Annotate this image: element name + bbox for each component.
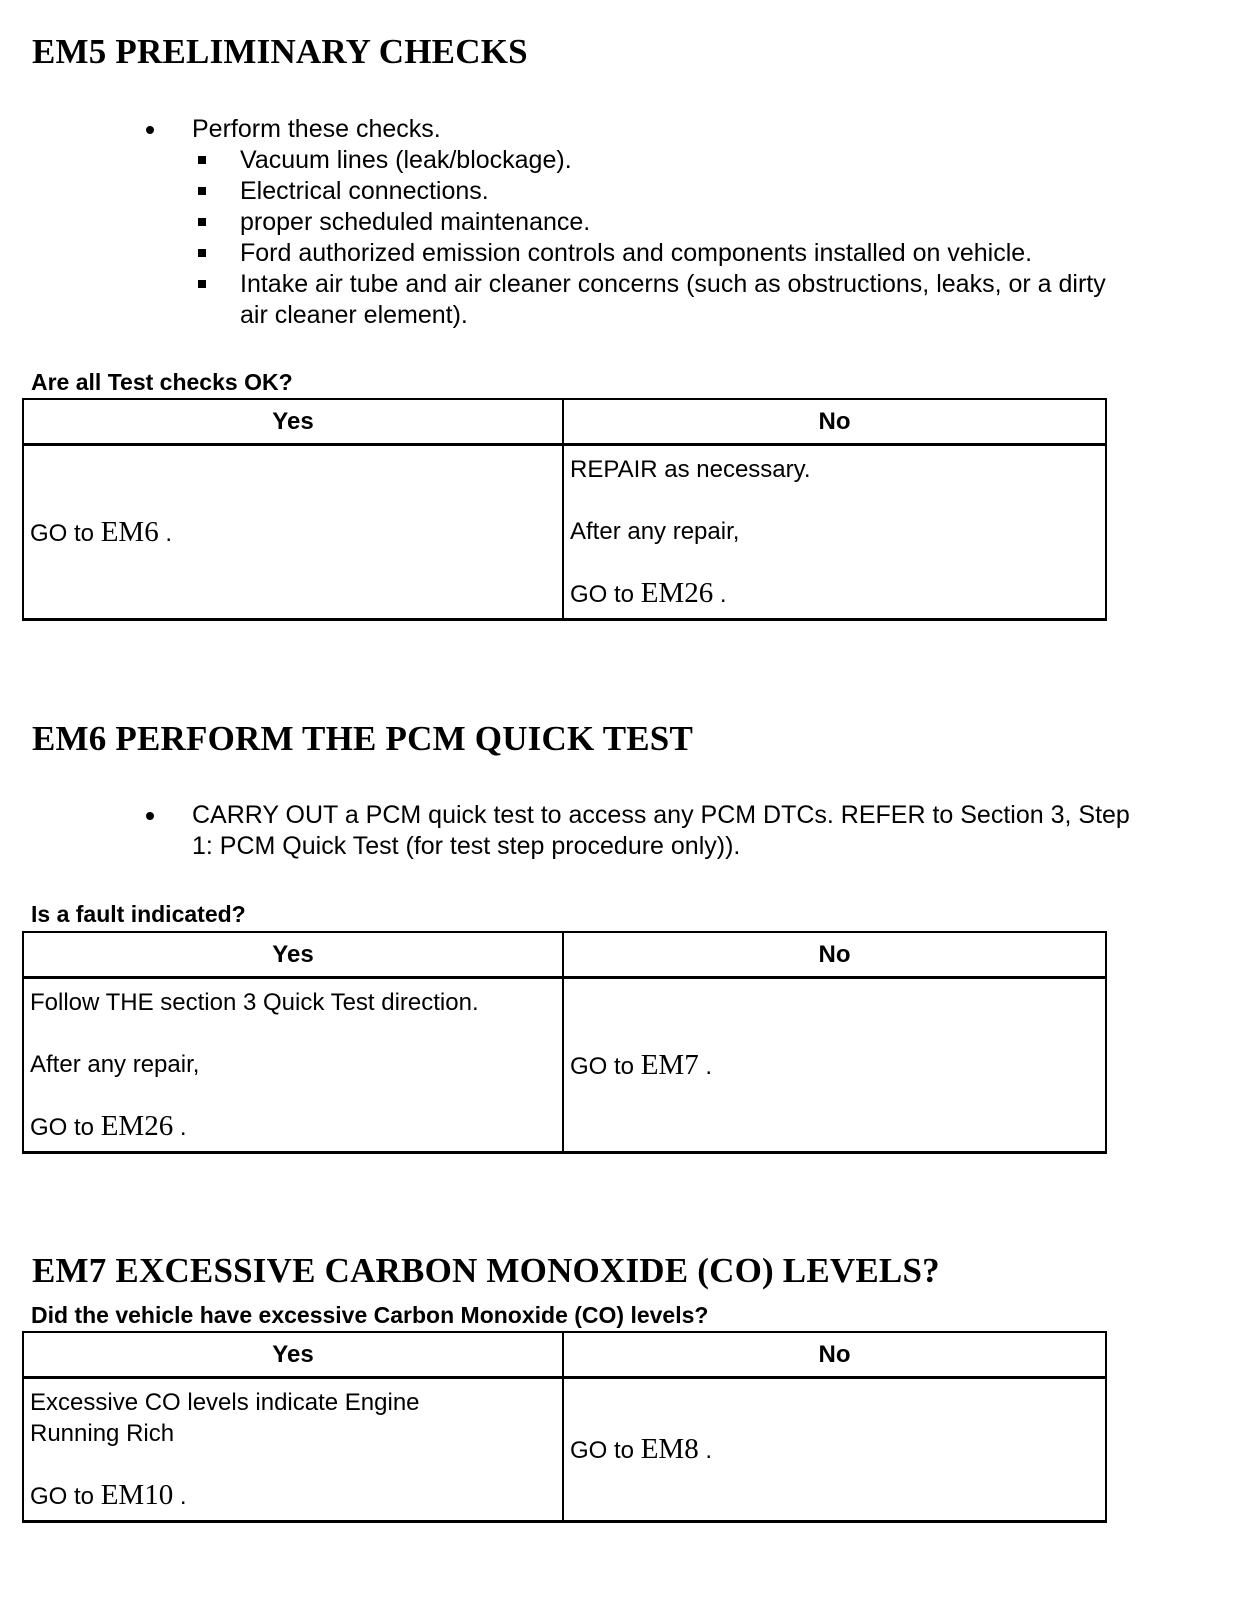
no-cell (563, 1378, 1106, 1522)
square-bullet-icon (198, 280, 206, 288)
check-text: Ford authorized emission controls and components installed on vehicle. (240, 239, 1033, 267)
yes-header: Yes (23, 932, 563, 978)
bullet-dot-icon (146, 812, 154, 820)
square-bullet-icon (198, 249, 206, 257)
goto-em7-link[interactable]: GO to EM7 . (570, 1048, 713, 1081)
check-text: Intake air tube and air cleaner concerns (such as obstructions, leaks, or a dirty air cleaner element). (240, 270, 1106, 329)
check-item (192, 238, 1120, 269)
em7-title: EM7 EXCESSIVE CARBON MONOXIDE (CO) LEVELS? (32, 1251, 940, 1290)
square-bullet-icon (198, 218, 206, 226)
goto-em6-link[interactable]: GO to EM6 . (30, 515, 173, 548)
goto-em26-link[interactable]: GO to EM26 . (570, 577, 727, 609)
after-repair-text: After any repair, (570, 518, 740, 545)
em6-bullet-list (144, 800, 1144, 862)
em6-bullet-text: CARRY OUT a PCM quick test to access any PCM DTCs. REFER to Section 3, Step 1: PCM Quick Test (for test step procedure only)). (192, 801, 1130, 860)
em7-decision-table (22, 1331, 1107, 1523)
em6-bullet-item (144, 800, 1144, 862)
no-header: No (563, 1332, 1106, 1378)
follow-direction-text: Follow THE section 3 Quick Test direction. (30, 989, 479, 1016)
goto-em26-link[interactable]: GO to EM26 . (30, 1110, 187, 1142)
yes-cell (23, 978, 563, 1153)
bullet-dot-icon (146, 126, 154, 134)
excessive-co-text: Excessive CO levels indicate Engine (30, 1389, 420, 1416)
yes-header: Yes (23, 399, 563, 445)
yes-cell (23, 1378, 563, 1522)
no-cell (563, 445, 1106, 620)
check-text: proper scheduled maintenance. (240, 208, 591, 236)
em5-bullet-item (144, 114, 1120, 331)
em6-title: EM6 PERFORM THE PCM QUICK TEST (32, 719, 694, 758)
em6-decision-table (22, 931, 1107, 1154)
repair-text: REPAIR as necessary. (570, 456, 811, 483)
square-bullet-icon (198, 156, 206, 164)
no-header: No (563, 932, 1106, 978)
em5-decision-table (22, 398, 1107, 621)
square-bullet-icon (198, 187, 206, 195)
after-repair-text: After any repair, (30, 1051, 200, 1078)
em6-question: Is a fault indicated? (31, 901, 246, 927)
em5-bullet-text: Perform these checks. (192, 115, 441, 143)
no-header: No (563, 399, 1106, 445)
em5-question: Are all Test checks OK? (31, 369, 293, 395)
em7-question: Did the vehicle have excessive Carbon Monoxide (CO) levels? (31, 1302, 709, 1328)
em5-bullet-list (144, 114, 1120, 331)
check-item (192, 145, 1120, 176)
goto-em10-link[interactable]: GO to EM10 . (30, 1479, 187, 1511)
yes-header: Yes (23, 1332, 563, 1378)
em5-title: EM5 PRELIMINARY CHECKS (32, 32, 528, 71)
check-text: Vacuum lines (leak/blockage). (240, 146, 572, 174)
no-cell (563, 978, 1106, 1153)
check-item (192, 269, 1120, 331)
em5-check-list (192, 145, 1120, 331)
check-item (192, 176, 1120, 207)
yes-cell (23, 445, 563, 620)
check-text: Electrical connections. (240, 177, 489, 205)
check-item (192, 207, 1120, 238)
goto-em8-link[interactable]: GO to EM8 . (570, 1433, 713, 1465)
running-rich-text: Running Rich (30, 1420, 175, 1447)
